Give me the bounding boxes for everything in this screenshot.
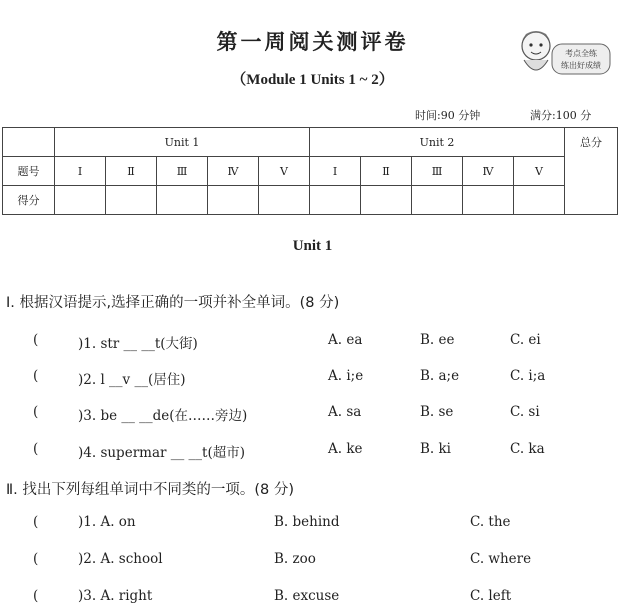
- unit2-header: Unit 2: [310, 128, 565, 157]
- score-cell[interactable]: [310, 186, 361, 215]
- unit-heading: Unit 1: [292, 238, 333, 254]
- answer-paren[interactable]: (: [33, 441, 39, 457]
- option-b: B. behind: [274, 514, 340, 530]
- score-cell[interactable]: [157, 186, 208, 215]
- blank-corner: [3, 128, 55, 157]
- badge-text-1: 考点全练: [565, 49, 597, 58]
- answer-paren[interactable]: (: [33, 514, 39, 530]
- answer-paren[interactable]: (: [33, 404, 39, 420]
- page-subtitle: （Module 1 Units 1 ~ 2）: [231, 72, 394, 88]
- option-c: C. ka: [510, 441, 545, 457]
- option-c: C. ei: [510, 332, 541, 348]
- mascot-badge: [512, 22, 612, 84]
- section2-heading: Ⅱ. 找出下列每组单词中不同类的一项。(8 分): [6, 482, 295, 498]
- option-c: C. left: [470, 588, 512, 604]
- question-stem: )3. A. right: [78, 588, 153, 604]
- question-stem: )4. supermar __ __t(超市): [78, 445, 245, 461]
- score-cell[interactable]: [412, 186, 463, 215]
- option-a: A. sa: [328, 404, 362, 420]
- question-stem: )2. A. school: [78, 551, 163, 567]
- option-c: C. where: [470, 551, 532, 567]
- question-stem: )1. A. on: [78, 514, 136, 530]
- option-b: B. a;e: [420, 368, 460, 384]
- score-cell[interactable]: [106, 186, 157, 215]
- option-b: B. ki: [420, 441, 452, 457]
- score-cell[interactable]: [514, 186, 565, 215]
- u1-col: Ⅲ: [157, 157, 208, 186]
- option-c: C. si: [510, 404, 540, 420]
- answer-paren[interactable]: (: [33, 588, 39, 604]
- answer-paren[interactable]: (: [33, 551, 39, 567]
- row-label-number: 题号: [3, 157, 55, 186]
- u2-col: Ⅴ: [514, 157, 565, 186]
- score-cell[interactable]: [463, 186, 514, 215]
- u2-col: Ⅳ: [463, 157, 514, 186]
- badge-text-2: 练出好成绩: [561, 61, 601, 70]
- full-score: 满分:100 分: [530, 109, 592, 122]
- unit1-header: Unit 1: [55, 128, 310, 157]
- question-stem: )3. be __ __de(在……旁边): [78, 408, 248, 424]
- u2-col: Ⅲ: [412, 157, 463, 186]
- question-stem: )2. l __v __(居住): [78, 372, 186, 388]
- score-cell[interactable]: [208, 186, 259, 215]
- u1-col: Ⅴ: [259, 157, 310, 186]
- total-header: 总分: [565, 128, 618, 215]
- question-stem: )1. str __ __t(大街): [78, 336, 198, 352]
- page-title: 第一周阅关测评卷: [216, 29, 409, 54]
- u1-col: Ⅳ: [208, 157, 259, 186]
- u1-col: Ⅰ: [55, 157, 106, 186]
- row-label-score: 得分: [3, 186, 55, 215]
- time-limit: 时间:90 分钟: [415, 109, 481, 122]
- score-cell[interactable]: [259, 186, 310, 215]
- score-cell[interactable]: [361, 186, 412, 215]
- option-b: B. ee: [420, 332, 455, 348]
- option-c: C. i;a: [510, 368, 546, 384]
- score-cell[interactable]: [55, 186, 106, 215]
- option-a: A. ke: [328, 441, 363, 457]
- answer-paren[interactable]: (: [33, 332, 39, 348]
- u1-col: Ⅱ: [106, 157, 157, 186]
- option-b: B. se: [420, 404, 454, 420]
- option-a: A. i;e: [328, 368, 364, 384]
- answer-paren[interactable]: (: [33, 368, 39, 384]
- option-a: A. ea: [328, 332, 363, 348]
- score-table: [2, 127, 618, 215]
- option-b: B. excuse: [274, 588, 340, 604]
- u2-col: Ⅱ: [361, 157, 412, 186]
- option-b: B. zoo: [274, 551, 316, 567]
- section1-heading: Ⅰ. 根据汉语提示,选择正确的一项并补全单词。(8 分): [6, 295, 340, 311]
- u2-col: Ⅰ: [310, 157, 361, 186]
- option-c: C. the: [470, 514, 511, 530]
